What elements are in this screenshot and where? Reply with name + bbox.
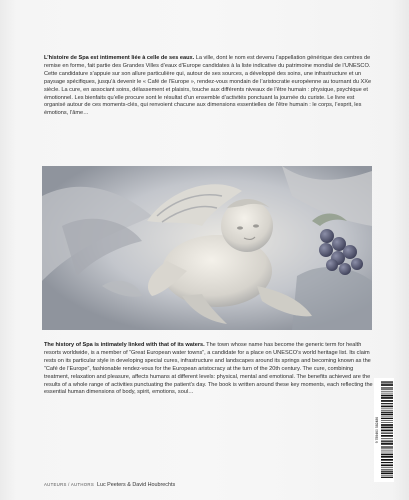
barcode-bar [381,388,393,389]
barcode-bar [381,417,393,418]
barcode-bar [381,459,393,461]
barcode-bar [381,409,393,410]
cherub-sculpture-image [42,166,372,330]
barcode-bar [381,443,393,445]
barcode-bar [381,450,393,451]
barcode-bar [381,406,393,408]
barcode-bar [381,473,393,475]
barcode-bar [381,469,393,470]
barcode-image [374,378,394,482]
french-body: La ville, dont le nom est devenu l’appellation générique des centres de remise en forme, fait partie des Grandes Villes d’eaux d’Europe candidates à la liste indicative du patrimoine mondial de l’UNESCO. Cette candidature s’appuie sur son allure particulière qui, autour de ses sources, a développé des soins, une infrastructure et un paysage spécifiques, jusqu’à devenir le « Café de l’Europe », rendez-vous mondain de l’aristocratie européenne au tournant du XXe siècle. La cure, en associant soins, délassement et plaisirs, touche aux différents niveaux de l’être humain : physique, psychique et émotionnel. Les bienfaits qu’elle procure sont le résultat d’un ensemble d’activités ponctuant la journée du curiste. Le livre est organisé autour de ces moments-clés, qui renvoient chacune aux dimensions essentielles de l’être humain : le corps, l’esprit, les émotions, l’âme… [44,55,372,117]
french-lead: L’histoire de Spa est intimement liée à celle de ses eaux. [44,55,195,61]
barcode-bar [381,393,393,394]
barcode-bar [381,446,393,447]
barcode-bar [381,454,393,456]
barcode-digits: 9 789460 582486 [375,416,379,444]
barcode-bar [381,430,393,432]
barcode-bar [381,387,393,388]
barcode-bar [381,381,393,382]
barcode-bar [381,456,393,458]
barcode-bar [381,440,393,441]
barcode-bar [381,391,393,392]
barcode-bar [381,414,393,416]
english-paragraph [44,342,374,397]
barcode-bar [381,435,393,437]
barcode-bar [381,462,393,463]
author-credits [44,482,175,488]
barcode-bar [381,422,393,423]
english-summary [44,342,374,397]
barcode-bar [381,420,393,421]
barcode-bar [381,441,393,442]
barcode-bar [381,433,393,434]
authors-names: Luc Peeters & David Houbrechts [96,482,176,488]
barcode-bar [381,382,393,383]
barcode-bar [381,471,393,472]
english-body: The town whose name has become the generic term for health resorts worldwide, is a member of “Great European water towns”, a candidate for a place on UNESCO’s world heritage list. Its claim rests on its particular style in developing special cures, infrastructure and landscapes around its springs and becoming known as the “Café de l’Europe”, fashionable rendez-vous for the European aristocracy at the turn of the 20th century. The cure, combining treatment, relaxation and pleasure, affects humans at different levels: physical, mental and emotional. The benefits achieved are the results of a whole range of activities punctuating the patient’s day. The book is written around these key moments, each reflecting the essential human dimensions of body, spirit, emotions, soul… [44,342,373,396]
barcode-bar [381,438,393,439]
isbn-barcode [374,378,394,482]
french-paragraph [44,55,374,118]
barcode-bar [381,452,393,453]
barcode-bar [381,418,393,419]
barcode-bar [381,412,393,413]
barcode-bar [381,447,393,448]
barcode-bar [381,395,393,397]
authors-label: AUTEURS / AUTHORS [44,482,94,487]
barcode-bar [381,384,393,386]
barcode-bar [381,403,393,404]
barcode-bar [381,424,393,426]
barcode-bar [381,427,393,429]
english-lead: The history of Spa is intimately linked with that of its waters. [44,342,205,348]
barcode-bar [381,410,393,411]
cherub-photo [42,166,372,330]
barcode-bar [381,397,393,399]
barcode-bar [381,477,393,478]
french-summary [44,55,374,118]
barcode-bar [381,400,393,402]
barcode-bar [381,476,393,477]
barcode-bar [381,467,393,468]
barcode-bar [381,464,393,466]
